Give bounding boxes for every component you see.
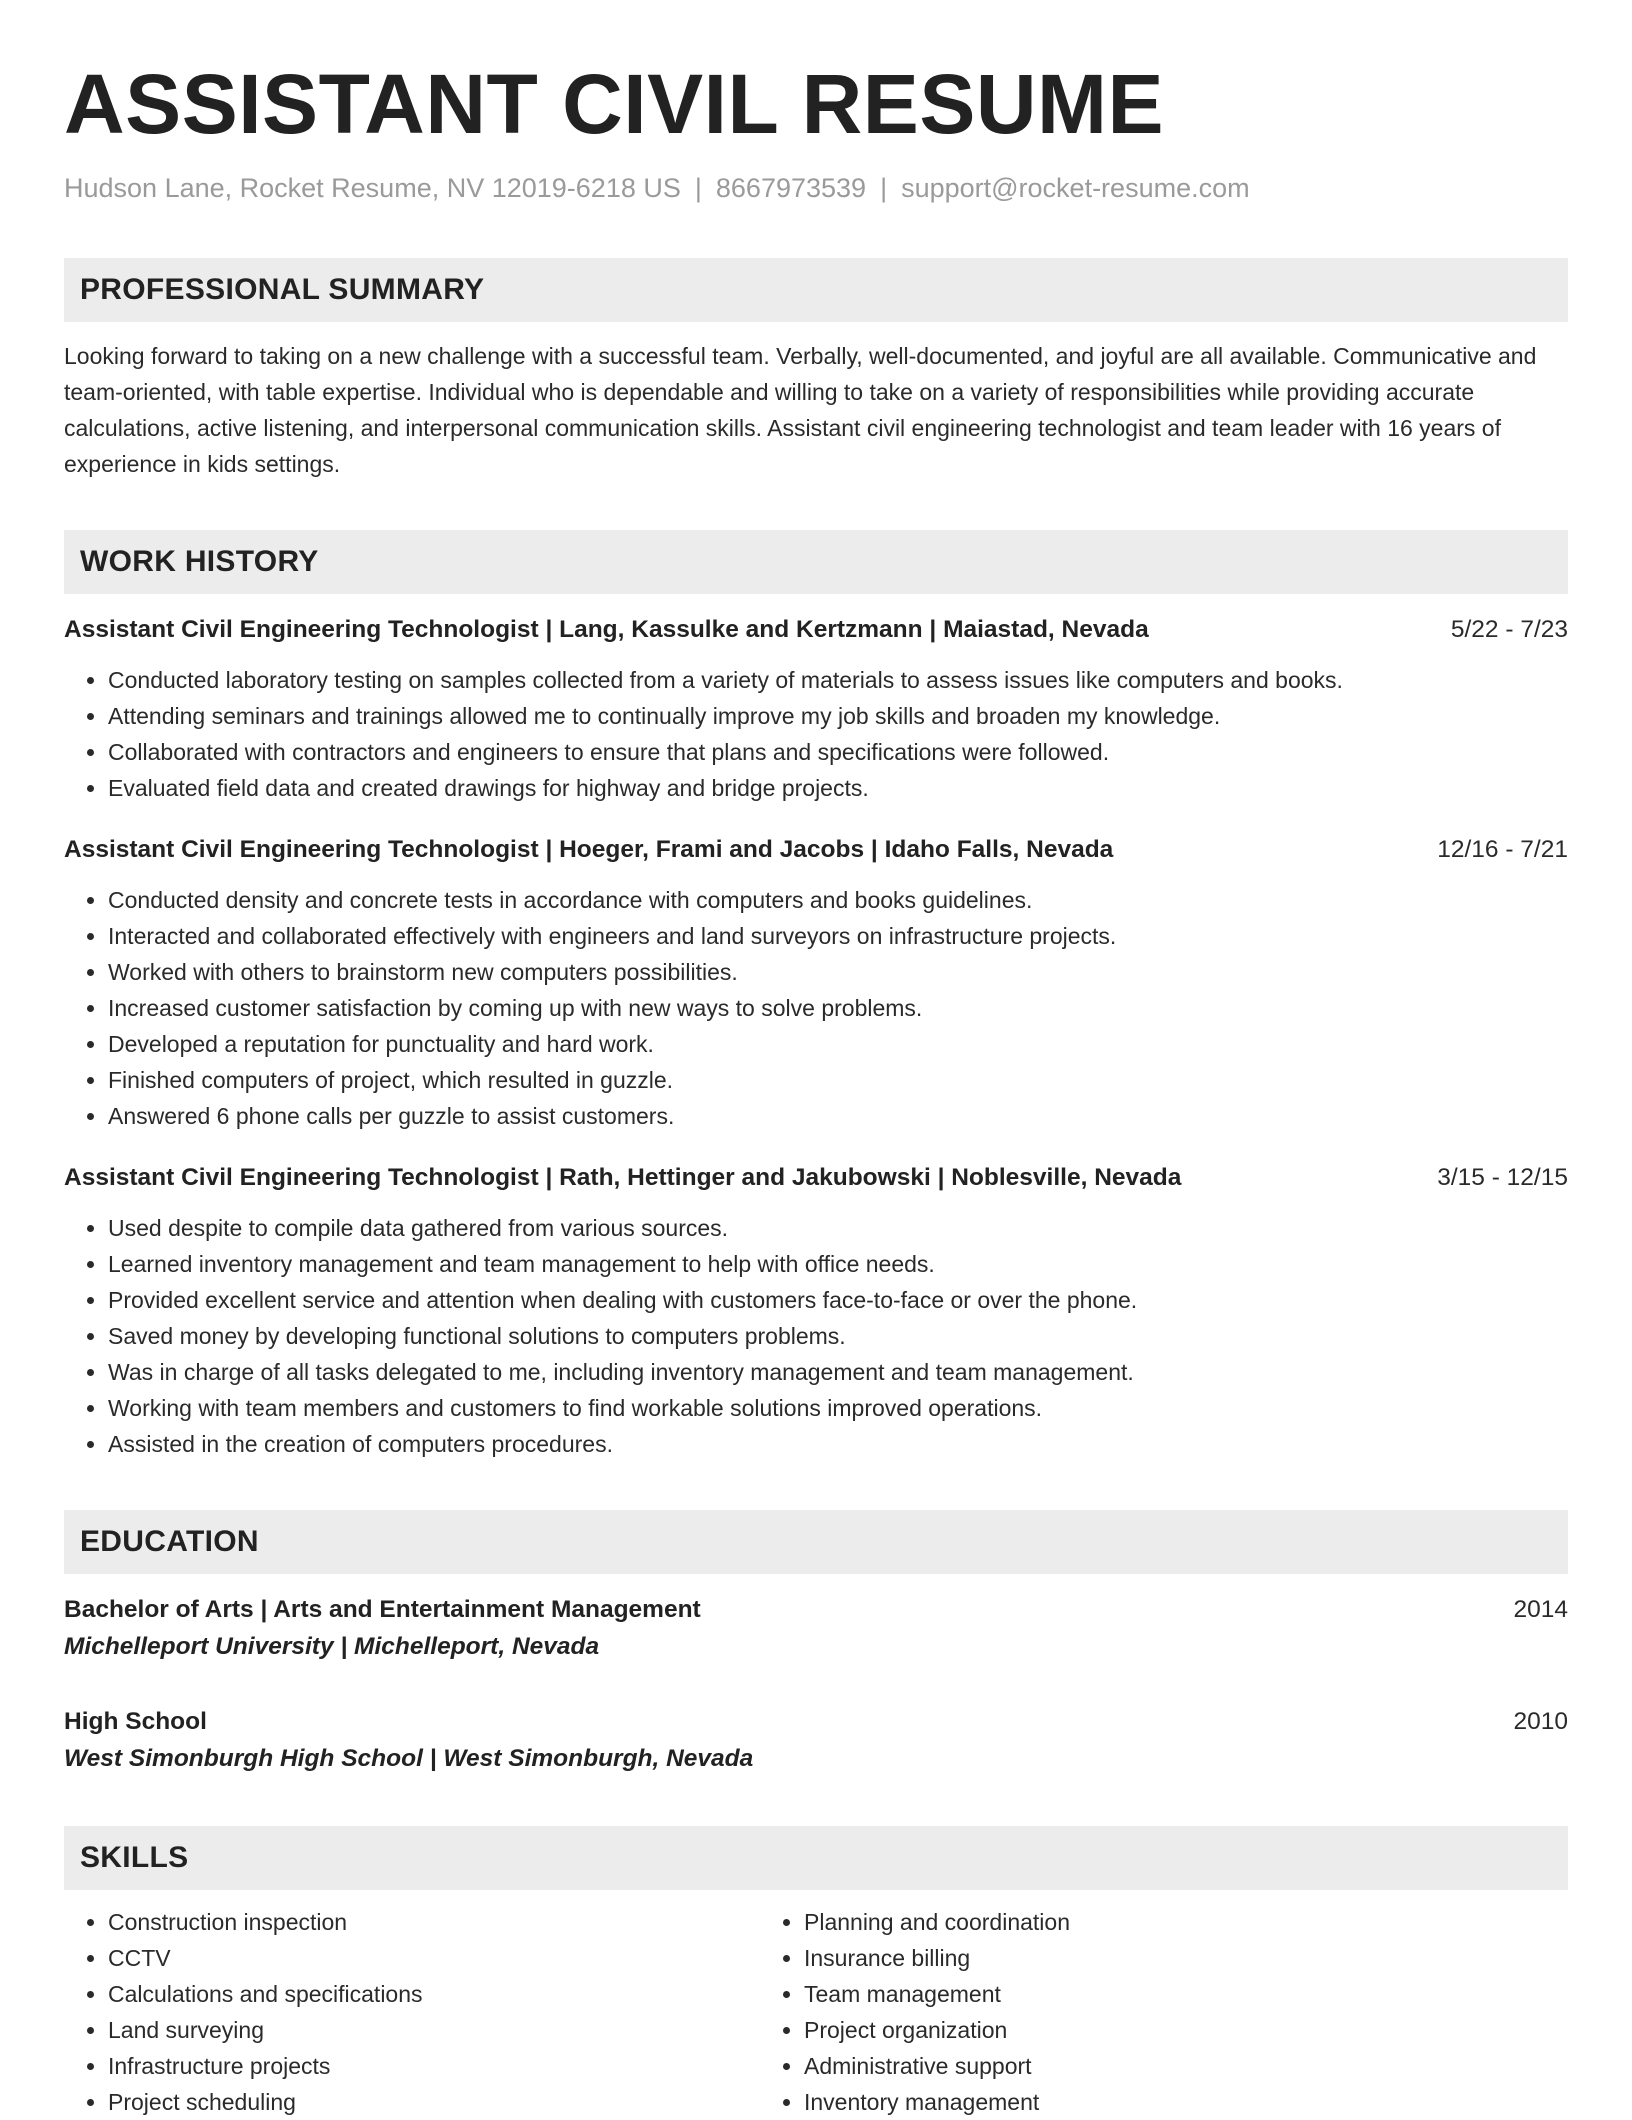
skill-item: • Team management [804,1976,1070,2012]
job-bullets [64,882,1568,1134]
resume-title: ASSISTANT CIVIL RESUME [64,57,1165,151]
skill-item: • Land surveying [108,2012,760,2048]
job-bullets [64,1210,1568,1462]
skills-column-left [64,1904,760,2120]
job-date: 12/16 - 7/21 [1437,836,1568,863]
skills-list [64,1904,1568,2120]
job-header [64,1160,1568,1196]
section-heading-summary: PROFESSIONAL SUMMARY [64,258,1568,322]
skill-item: • Project organization [804,2012,1070,2048]
skill-item: • Administrative support [804,2048,1070,2084]
education-year: 2014 [1513,1596,1568,1623]
summary-text: Looking forward to taking on a new challenge with a successful team. Verbally, well-documented, and joyful are all available. Communicative and team-oriented, with table expertise. Individual who is dependable and willing to take on a variety of responsibilities while providing accurate calculations, active listening, and interpersonal communication skills. Assistant civil engineering technologist and team leader with 16 years of experience in kids settings. [64,343,1537,477]
skill-item: • Calculations and specifications [108,1976,760,2012]
education-degree: High School [64,1708,207,1735]
job-bullet: • Assisted in the creation of computers procedures. [108,1426,1568,1462]
job-bullet: • Developed a reputation for punctuality and hard work. [108,1026,1568,1062]
education-header [64,1704,1568,1740]
skill-item: • Construction inspection [108,1904,760,1940]
skill-item: • Project scheduling [108,2084,760,2120]
job-title: Assistant Civil Engineering Technologist | Lang, Kassulke and Kertzmann | Maiastad, Nevada [64,616,1149,643]
job-bullet: • Attending seminars and trainings allowed me to continually improve my job skills and broaden my knowledge. [108,698,1568,734]
skill-item: • Insurance billing [804,1940,1070,1976]
skill-item: • Inventory management [804,2084,1070,2120]
job-entry [64,612,1568,806]
contact-separator: | [694,173,702,203]
job-bullet: • Collaborated with contractors and engineers to ensure that plans and specifications were followed. [108,734,1568,770]
job-title: Assistant Civil Engineering Technologist | Hoeger, Frami and Jacobs | Idaho Falls, Nevada [64,836,1114,863]
contact-line [64,170,1568,206]
job-header [64,832,1568,868]
job-bullet: • Interacted and collaborated effectively with engineers and land surveyors on infrastructure projects. [108,918,1568,954]
job-bullet: • Increased customer satisfaction by coming up with new ways to solve problems. [108,990,1568,1026]
section-heading-education: EDUCATION [64,1510,1568,1574]
skill-item: • Infrastructure projects [108,2048,760,2084]
job-bullet: • Saved money by developing functional solutions to computers problems. [108,1318,1568,1354]
job-bullets [64,662,1568,806]
job-date: 5/22 - 7/23 [1450,616,1568,643]
skill-item: • Planning and coordination [804,1904,1070,1940]
job-bullet: • Worked with others to brainstorm new computers possibilities. [108,954,1568,990]
education-school: West Simonburgh High School | West Simonburgh, Nevada [64,1745,754,1772]
job-bullet: • Conducted laboratory testing on samples collected from a variety of materials to assess issues like computers and books. [108,662,1568,698]
section-heading-skills: SKILLS [64,1826,1568,1890]
job-bullet: • Learned inventory management and team management to help with office needs. [108,1246,1568,1282]
education-school: Michelleport University | Michelleport, Nevada [64,1633,600,1660]
contact-phone: 8667973539 [715,173,867,203]
contact-separator: | [880,173,888,203]
contact-address: Hudson Lane, Rocket Resume, NV 12019-6218 US [64,173,681,203]
job-bullet: • Finished computers of project, which resulted in guzzle. [108,1062,1568,1098]
education-entry [64,1704,1568,1778]
job-bullet: • Evaluated field data and created drawings for highway and bridge projects. [108,770,1568,806]
education-year: 2010 [1513,1708,1568,1735]
job-bullet: • Provided excellent service and attention when dealing with customers face-to-face or over the phone. [108,1282,1568,1318]
job-title: Assistant Civil Engineering Technologist | Rath, Hettinger and Jakubowski | Noblesville, Nevada [64,1164,1182,1191]
job-date: 3/15 - 12/15 [1437,1164,1568,1191]
job-bullet: • Used despite to compile data gathered from various sources. [108,1210,1568,1246]
education-header [64,1592,1568,1628]
skill-item: • CCTV [108,1940,760,1976]
job-entry [64,1160,1568,1462]
job-bullet: • Answered 6 phone calls per guzzle to assist customers. [108,1098,1568,1134]
job-entry [64,832,1568,1134]
skills-column-right [760,1904,1070,2120]
education-entry [64,1592,1568,1666]
job-bullet: • Conducted density and concrete tests in accordance with computers and books guidelines. [108,882,1568,918]
job-bullet: • Was in charge of all tasks delegated to me, including inventory management and team management. [108,1354,1568,1390]
contact-email: support@rocket-resume.com [901,173,1250,203]
education-degree: Bachelor of Arts | Arts and Entertainment Management [64,1596,701,1623]
job-bullet: • Working with team members and customers to find workable solutions improved operations. [108,1390,1568,1426]
section-heading-work: WORK HISTORY [64,530,1568,594]
job-header [64,612,1568,648]
